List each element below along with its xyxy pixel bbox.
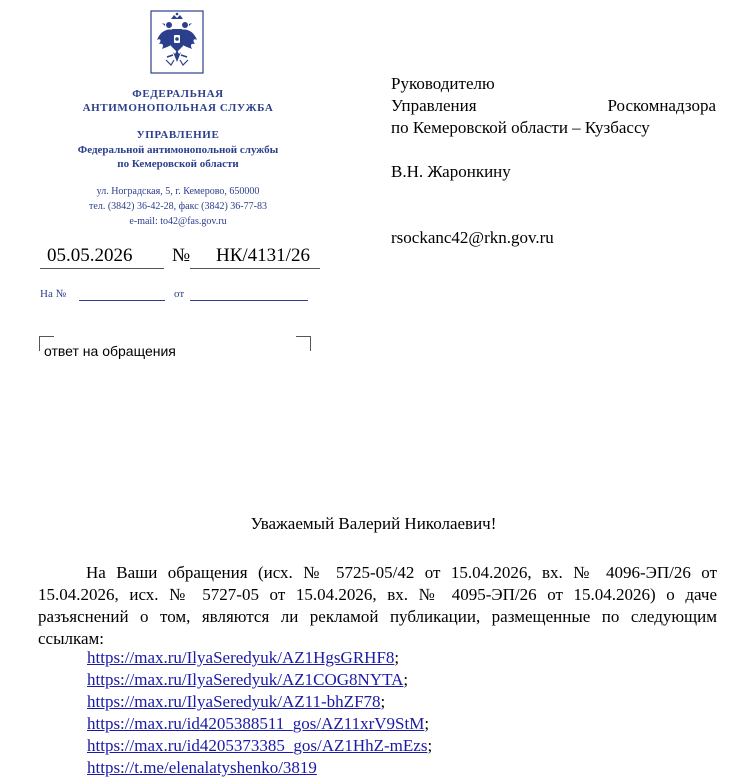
outgoing-date: 05.05.2026 xyxy=(47,245,133,266)
dept-title: УПРАВЛЕНИЕ xyxy=(136,129,220,141)
addressee-email: rsockanc42@rkn.gov.ru xyxy=(391,228,554,247)
russian-coat-of-arms-icon xyxy=(150,10,204,74)
greeting: Уважаемый Валерий Николаевич! xyxy=(250,514,497,533)
link-punct: ; xyxy=(380,692,386,711)
org-email: e-mail: to42@fas.gov.ru xyxy=(129,216,227,227)
link-punct: ; xyxy=(394,648,400,667)
dept-name-line1: Федеральной антимонопольной службы xyxy=(77,144,279,156)
addressee-block xyxy=(391,73,716,249)
publication-link[interactable]: https://max.ru/id4205373385_gos/AZ1HhZ-mEzs xyxy=(87,736,428,755)
publication-link[interactable]: https://max.ru/IlyaSeredyuk/AZ1HgsGRHF8 xyxy=(87,648,395,667)
link-punct: ; xyxy=(403,670,409,689)
outgoing-number: НК/4131/26 xyxy=(216,245,310,266)
number-sign: № xyxy=(172,245,191,266)
body-paragraph: На Ваши обращения (исх. № 5725-05/42 от 15.04.2026, вх. № 4096-ЭП/26 от 15.04.2026, исх. № 5727-05 от 15.04.2026, вх. № 4095-ЭП/26 от 15.04.2026) о даче разъяснений о том, являются ли рекламой публикации, размещенные по следующим ссылкам: xyxy=(38,563,717,648)
list-item xyxy=(87,757,687,779)
list-item xyxy=(87,669,687,691)
list-item xyxy=(87,647,687,669)
addressee-line2 xyxy=(391,95,716,117)
subject-corner-right xyxy=(296,336,311,351)
publication-link[interactable]: https://t.me/elenalatyshenko/3819 xyxy=(87,758,317,777)
addressee-line2-word2: Роскомнадзора xyxy=(607,96,716,115)
publication-link[interactable]: https://max.ru/id4205388511_gos/AZ11xrV9StM xyxy=(87,714,425,733)
incoming-date-label: от xyxy=(174,288,185,300)
link-list xyxy=(87,647,687,779)
addressee-line3: по Кемеровской области – Кузбассу xyxy=(391,118,650,137)
org-phone: тел. (3842) 36-42-28, факс (3842) 36-77-83 xyxy=(89,201,267,212)
addressee-line2-word1: Управления xyxy=(391,96,477,115)
org-name-line1: ФЕДЕРАЛЬНАЯ xyxy=(132,88,224,100)
addressee-line1: Руководителю xyxy=(391,74,495,93)
incoming-number-label: На № xyxy=(40,288,67,300)
dept-name-line2: по Кемеровской области xyxy=(117,158,239,170)
org-address: ул. Ноградская, 5, г. Кемерово, 650000 xyxy=(96,186,260,197)
addressee-name: В.Н. Жаронкину xyxy=(391,162,511,181)
list-item xyxy=(87,735,687,757)
list-item xyxy=(87,691,687,713)
list-item xyxy=(87,713,687,735)
publication-link[interactable]: https://max.ru/IlyaSeredyuk/AZ11-bhZF78 xyxy=(87,692,381,711)
link-punct: ; xyxy=(424,714,430,733)
link-punct: ; xyxy=(427,736,433,755)
org-name-line2: АНТИМОНОПОЛЬНАЯ СЛУЖБА xyxy=(82,102,274,114)
publication-link[interactable]: https://max.ru/IlyaSeredyuk/AZ1COG8NYTA xyxy=(87,670,404,689)
subject-line: ответ на обращения xyxy=(44,343,176,359)
